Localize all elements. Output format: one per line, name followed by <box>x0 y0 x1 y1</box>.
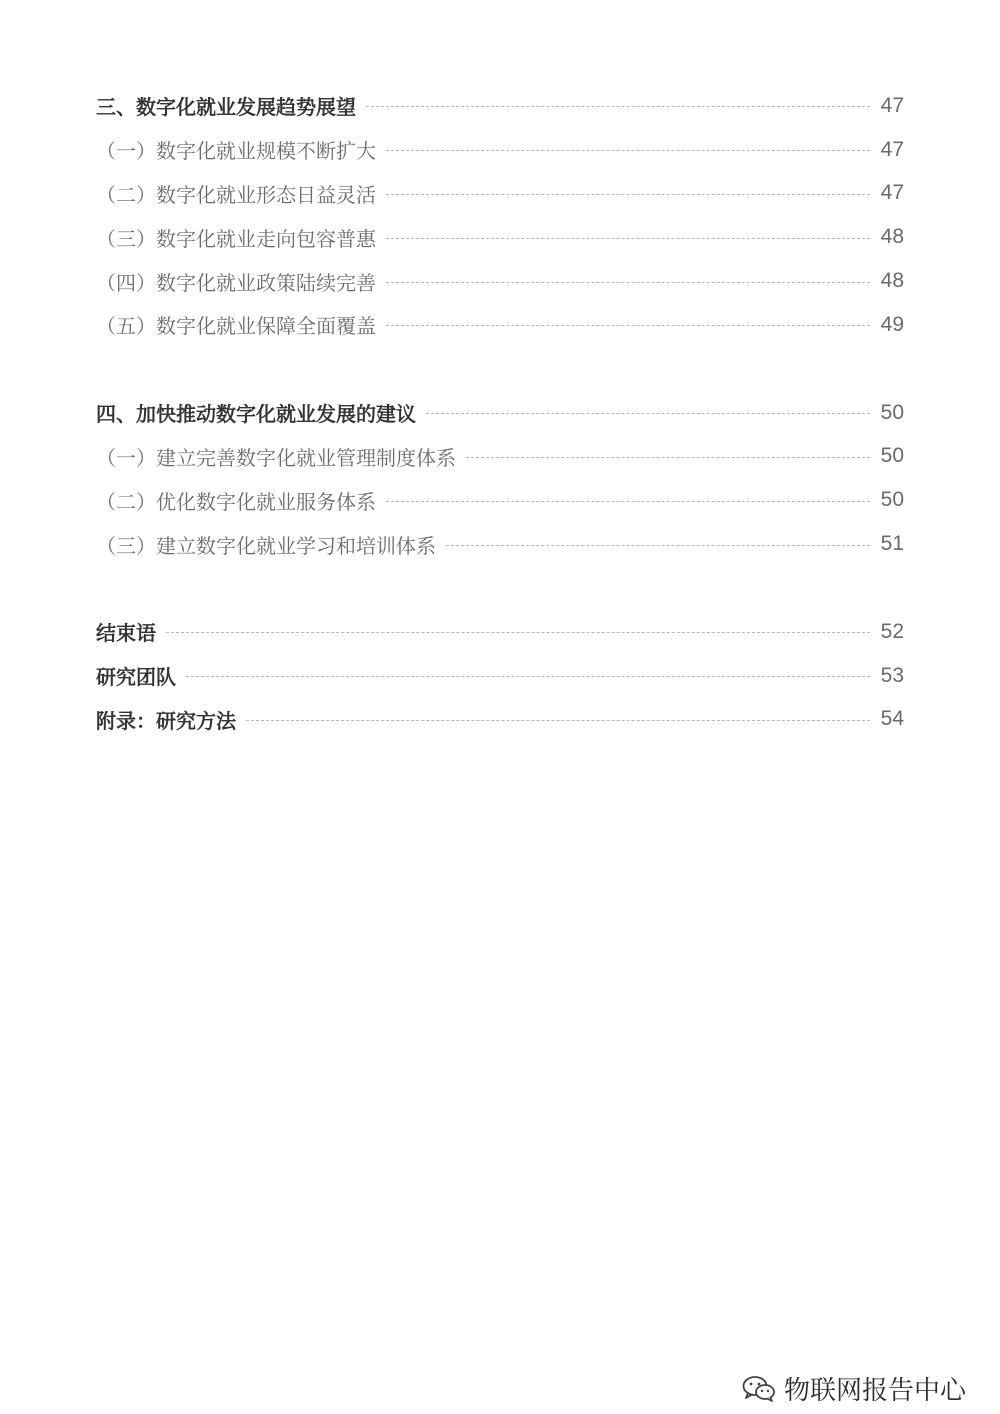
table-of-contents <box>96 84 904 785</box>
toc-page-number: 49 <box>880 312 904 336</box>
dotted-leader <box>366 106 870 107</box>
toc-entry[interactable] <box>96 654 904 698</box>
toc-page-number: 54 <box>880 707 904 731</box>
toc-page-number: 47 <box>880 137 904 161</box>
dotted-leader <box>246 720 870 721</box>
toc-entry[interactable] <box>96 84 904 128</box>
toc-entry-title: 三、数字化就业发展趋势展望 <box>96 95 356 120</box>
toc-page-number: 47 <box>880 93 904 117</box>
watermark <box>742 1370 966 1407</box>
dotted-leader <box>386 238 870 239</box>
toc-entry-title: 结束语 <box>96 621 156 646</box>
toc-group-trends <box>96 84 904 347</box>
wechat-icon <box>742 1375 776 1403</box>
toc-entry-title: （三）建立数字化就业学习和培训体系 <box>96 533 436 558</box>
dotted-leader <box>426 413 870 414</box>
toc-entry[interactable] <box>96 215 904 259</box>
toc-group-closing <box>96 610 904 741</box>
toc-entry[interactable] <box>96 478 904 522</box>
toc-group-suggestions <box>96 391 904 566</box>
toc-page-number: 53 <box>880 663 904 687</box>
toc-entry-title: （五）数字化就业保障全面覆盖 <box>96 314 376 339</box>
toc-entry[interactable] <box>96 435 904 479</box>
toc-entry-title: （四）数字化就业政策陆续完善 <box>96 270 376 295</box>
toc-entry-title: 附录：研究方法 <box>96 708 236 733</box>
toc-entry-title: （一）数字化就业规模不断扩大 <box>96 139 376 164</box>
dotted-leader <box>386 150 870 151</box>
dotted-leader <box>446 545 870 546</box>
dotted-leader <box>386 501 870 502</box>
toc-entry[interactable] <box>96 698 904 742</box>
dotted-leader <box>186 676 870 677</box>
watermark-text: 物联网报告中心 <box>783 1376 966 1406</box>
dotted-leader <box>386 194 870 195</box>
toc-entry-title: （一）建立完善数字化就业管理制度体系 <box>96 445 456 470</box>
toc-page-number: 47 <box>880 181 904 205</box>
toc-page-number: 52 <box>880 619 904 643</box>
toc-page-number: 48 <box>880 225 904 249</box>
toc-entry[interactable] <box>96 128 904 172</box>
toc-entry-title: 四、加快推动数字化就业发展的建议 <box>96 402 416 427</box>
toc-entry[interactable] <box>96 391 904 435</box>
toc-entry[interactable] <box>96 172 904 216</box>
toc-entry[interactable] <box>96 303 904 347</box>
toc-page-number: 50 <box>880 444 904 468</box>
toc-entry-title: （二）优化数字化就业服务体系 <box>96 489 376 514</box>
toc-entry[interactable] <box>96 610 904 654</box>
toc-entry[interactable] <box>96 522 904 566</box>
toc-page-number: 50 <box>880 400 904 424</box>
toc-entry-title: 研究团队 <box>96 665 176 690</box>
dotted-leader <box>466 457 870 458</box>
toc-entry-title: （三）数字化就业走向包容普惠 <box>96 226 376 251</box>
toc-page-number: 48 <box>880 269 904 293</box>
dotted-leader <box>166 632 870 633</box>
toc-page-number: 51 <box>880 532 904 556</box>
toc-entry-title: （二）数字化就业形态日益灵活 <box>96 182 376 207</box>
toc-entry[interactable] <box>96 259 904 303</box>
dotted-leader <box>386 325 870 326</box>
dotted-leader <box>386 282 870 283</box>
toc-page-number: 50 <box>880 488 904 512</box>
